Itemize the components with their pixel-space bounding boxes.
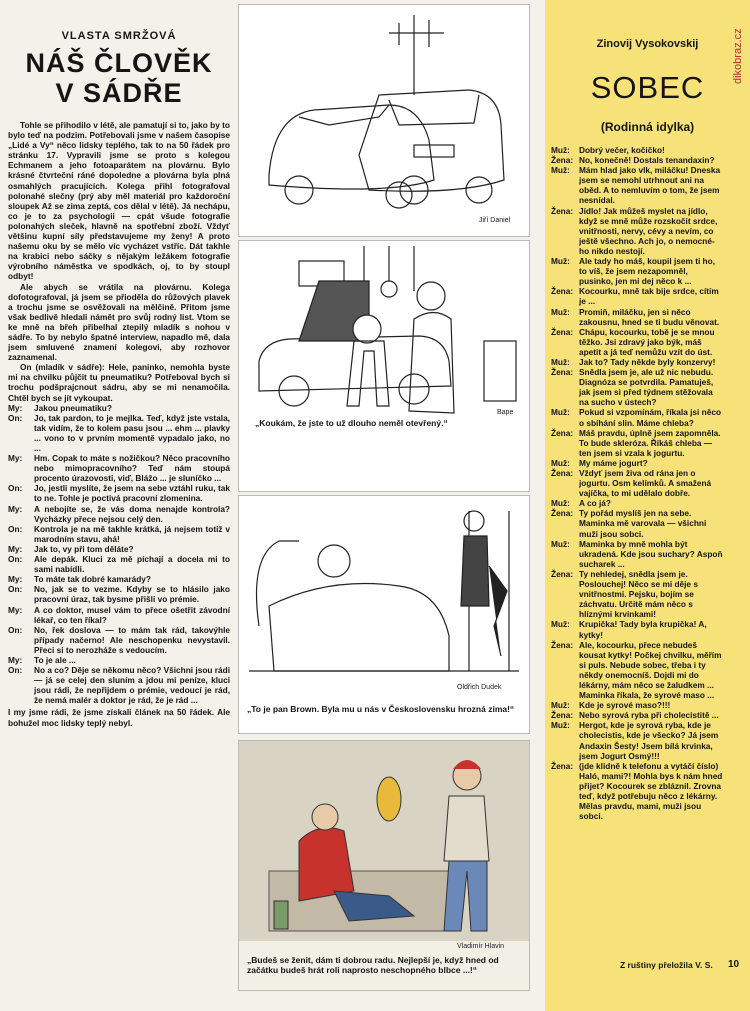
speaker-label: Muž: bbox=[551, 538, 570, 549]
dialogue-line bbox=[8, 403, 230, 413]
speech-text: A co já? bbox=[579, 498, 611, 509]
dialogue-line bbox=[551, 206, 723, 256]
speaker-label: On: bbox=[8, 665, 23, 676]
speaker-label: My: bbox=[8, 604, 23, 615]
dialogue-line bbox=[551, 508, 723, 538]
site-watermark-text: dikobraz.cz bbox=[732, 28, 744, 84]
speaker-label: Žena: bbox=[551, 468, 574, 478]
speaker-label: My: bbox=[8, 574, 23, 585]
cartoon-caption-2: „Koukám, že jste to už dlouho neměl otevřený.“ bbox=[255, 418, 448, 428]
article-author: VLASTA SMRŽOVÁ bbox=[61, 30, 177, 42]
dialogue-line bbox=[551, 145, 723, 155]
speaker-label: On: bbox=[8, 412, 23, 423]
dialogue-line bbox=[551, 407, 723, 427]
speech-text: Ale tady ho máš, koupil jsem ti ho, to víš, že jsem nezapomněl, pusinko, jen mi dej něco k ... bbox=[579, 256, 716, 287]
cartoon-panel-3 bbox=[238, 495, 530, 734]
speech-text: Mám hlad jako vlk, miláčku! Dneska jsem se nemohl utrhnout ani na oběd. A to nemluvím o tom, že jsem nesnídal. bbox=[579, 165, 721, 206]
speaker-label: Žena: bbox=[551, 639, 574, 650]
cartoon-panel-1 bbox=[238, 4, 530, 237]
speech-text: Hm. Copak to máte s nožičkou? Něco pracovního nebo mimopracovního? Teď nám stoupá procento úrazovosti, viď, Blážo ... je sluníčko ... bbox=[34, 453, 230, 484]
dialogue-line bbox=[551, 256, 723, 286]
speech-text: Ty pořád myslíš jen na sebe. Maminka mě varovala — všichni muži jsou sobci. bbox=[579, 508, 707, 539]
speaker-label: Žena: bbox=[551, 367, 574, 378]
speech-text: Nebo syrová ryba při cholecistitě ... bbox=[579, 710, 719, 721]
speaker-label: On: bbox=[8, 624, 23, 635]
speaker-label: Žena: bbox=[551, 326, 574, 337]
cartoon-credit-4: Vladimír Hlavin bbox=[457, 943, 505, 950]
speech-text: Ale depák. Kluci za mě píchají a docela mi to sami nabídli. bbox=[34, 554, 230, 575]
cartoon-credit-2: Bape bbox=[497, 409, 514, 416]
dialogue-line bbox=[551, 640, 723, 701]
speaker-label: Žena: bbox=[551, 508, 574, 519]
site-watermark bbox=[725, 6, 747, 86]
speaker-label: Muž: bbox=[551, 700, 570, 711]
cartoon-bed-illustration bbox=[239, 496, 529, 686]
speaker-label: Muž: bbox=[551, 306, 570, 317]
speaker-label: My: bbox=[8, 543, 23, 554]
speech-text: (jde klidně k telefonu a vytáčí číslo) Haló, mami?! Mohla bys k nám hned přijet? Kocourek se zbláznil. Zrovna teď, když potřebuju něco z lékárny. Mělas pravdu, mami, muži jsou sobci. bbox=[579, 760, 723, 822]
speech-text: Vždyť jsem živa od rána jen o jogurtu. Osm kelímků. A smažená vajíčka, to mi udělalo dobře. bbox=[579, 468, 712, 499]
dialogue-line bbox=[551, 720, 723, 760]
dialogue-line bbox=[551, 498, 723, 508]
dialogue-line bbox=[551, 286, 723, 306]
translator-credit: Z ruštiny přeložila V. S. bbox=[620, 960, 713, 970]
dialogue-line bbox=[551, 155, 723, 165]
speech-text: Promiň, miláčku, jen si něco zakousnu, hned se ti budu věnovat. bbox=[579, 306, 720, 327]
dialogue-line bbox=[8, 554, 230, 574]
speaker-label: Žena: bbox=[551, 205, 574, 216]
sobec-dialogue bbox=[551, 145, 723, 821]
sobec-title: SOBEC bbox=[590, 70, 705, 105]
speech-text: To máte tak dobré kamarády? bbox=[34, 574, 151, 585]
speaker-label: On: bbox=[8, 584, 23, 595]
speaker-label: Žena: bbox=[551, 760, 574, 771]
speech-text: Jakou pneumatiku? bbox=[34, 402, 112, 413]
speaker-label: Muž: bbox=[551, 165, 570, 176]
article-body bbox=[8, 120, 230, 403]
cartoon-caption-4: „Budeš se ženit, dám ti dobrou radu. Nejlepší je, když hned od začátku budeš hrát roli naprosto neschopného blbce ...!“ bbox=[247, 955, 499, 975]
dialogue-line bbox=[8, 504, 230, 524]
speech-text: Krupička! Tady byla krupička! A, kytky! bbox=[579, 619, 707, 640]
dialogue-line bbox=[551, 458, 723, 468]
article-nas-clovek bbox=[8, 22, 230, 1002]
speech-text: Jídlo! Jak můžeš myslet na jídlo, když se mně může rozskočit srdce, vnitřnosti, nervy, cévy a nevím, co ještě všechno. Ach jo, o nemocné-ho nikdo nestojí. bbox=[579, 205, 718, 256]
dialogue-line bbox=[551, 569, 723, 619]
speaker-label: On: bbox=[8, 523, 23, 534]
speech-text: No a co? Děje se někomu něco? Všichni jsou rádi — já se celej den sluním a jdou mi peníze, kluci jsou rádi, že nepřijdem o prémie, vedoucí je rád, že nemá malér a doktor je rád, že je rád ... bbox=[34, 665, 230, 706]
speaker-label: Muž: bbox=[551, 720, 570, 731]
dialogue-line bbox=[551, 700, 723, 710]
speech-text: My máme jogurt? bbox=[579, 457, 648, 468]
cartoon-cars-illustration bbox=[239, 5, 529, 236]
cartoon-column bbox=[238, 0, 530, 1011]
speaker-label: My: bbox=[8, 402, 23, 413]
speech-text: Kde je syrové maso?!!! bbox=[579, 700, 671, 711]
paragraph-2: Ale abych se vrátila na plovárnu. Kolega dofotografoval, já jsem se přioděla do růžových plavek a trochu jsme se osvěžovali na mělčině. Přitom jsme však bedlivě hledali námět pro svůj rodný list. Vtom se ke mně na břeh přibelhal ztepilý mladík s nohou v sádře. To by nebylo špatné interview, napadlo mě, dala jsem smluvené znamení kolegovi, aby rozhovor zaznamenal. bbox=[8, 281, 230, 363]
dialogue-line bbox=[551, 710, 723, 720]
dialogue-line bbox=[8, 625, 230, 655]
speech-text: Hergot, kde je syrová ryba, kde je cholecistis, kde je všecko? Já jsem Andaxin Šesty! Jsem bílá krvinka, jsem Jogurt Osmý!!! bbox=[579, 720, 719, 761]
headline-line-2: V SÁDŘE bbox=[55, 78, 183, 108]
headline-line-1: NÁŠ ČLOVĚK bbox=[25, 48, 213, 78]
speaker-label: My: bbox=[8, 453, 23, 464]
dialogue-line bbox=[551, 357, 723, 367]
dialogue-line bbox=[8, 655, 230, 665]
cartoon-panel-2 bbox=[238, 240, 530, 492]
speaker-label: Žena: bbox=[551, 568, 574, 579]
dialogue-line bbox=[8, 544, 230, 554]
cartoon-panel-4 bbox=[238, 740, 530, 991]
speech-text: No, řek doslova — to mám tak rád, takovýhle případy načerno! Ale neschopenku nevystavil. Přeci si to nerozháže s vedoucím. bbox=[34, 624, 230, 655]
paragraph-1: Tohle se přihodilo v létě, ale pamatují si to, jako by to bylo teď na podzim. Potřebovali jsme v našem časopise „Lidé a Vy“ něco lidsky teplého, tak to na 50 řádek pro stránku 17. Vypravili jsme se proto s kolegou Echmanem a jeho fotoaparátem na plovárnu. Bylo krásné čtvrteční ráné dopoledne a plovárna byla plná osmahlých pracujících. Kolega přihl fotografoval polonahé slečny (prý aby měl materiál pro každoroční sloupek Až se zima zeptá, cos dělal v létě). Já nechápu, co je to za psychologii — cpát všude fotografie polonahých sleček, hlavně na spotřební zboží. Vždyť většinu kupní síly představujeme my ženy! A proto našemu oku by se mělo víc vycházet vstříc. Dát takhle na krabici nebo sáčky s nějakým ležákem fotografie výrobního náměstka ve spodkách, oj, to by stoupl odbyt! bbox=[8, 120, 230, 282]
cartoon-advice-illustration bbox=[239, 741, 529, 941]
speech-text: Jo, tak pardon, to je mejlka. Teď, když jste vstala, tak vidím, že to kolem pasu jsou ... ehm ... plavky ... vono to v prvním momentě vypadalo jako, no ... bbox=[34, 412, 230, 453]
cartoon-credit-1: Jiří Daniel bbox=[479, 217, 511, 224]
speaker-label: Muž: bbox=[551, 498, 570, 509]
paragraph-3: On (mladík v sádře): Hele, paninko, nemohla byste mi na chvilku půjčit tu pneumatiku? Potřeboval bych si trochu podšprajcnout sádru, aby se mi nenamočila. Chtěl bych se jít vykoupat. bbox=[8, 362, 230, 403]
sobec-author: Zinovij Vysokovskij bbox=[596, 38, 699, 50]
speaker-label: On: bbox=[8, 483, 23, 494]
dialogue-line bbox=[8, 413, 230, 453]
dialogue-line bbox=[551, 428, 723, 458]
speech-text: Snědla jsem je, ale už nic nebudu. Diagnóza se potvrdila. Pamatuješ, jak jsem si před týdnem stěžovala na sucho v ústech? bbox=[579, 367, 714, 408]
speaker-label: Muž: bbox=[551, 256, 570, 267]
speech-text: Jak to, vy při tom děláte? bbox=[34, 543, 134, 554]
speech-text: Kontrola je na mě takhle krátká, já nejsem totiž v marodním stavu, ahá! bbox=[34, 523, 230, 544]
speech-text: Máš pravdu, úplně jsem zapomněla. To bude skleróza. Říkáš chleba — ten jsem si vzala k jogurtu. bbox=[579, 427, 721, 458]
dialogue-line bbox=[8, 584, 230, 604]
speaker-label: Muž: bbox=[551, 619, 570, 630]
speaker-label: My: bbox=[8, 654, 23, 665]
speech-text: A nebojíte se, že vás doma nenajde kontrola? Vycházky přece nejsou celý den. bbox=[34, 503, 230, 524]
dialogue-line bbox=[551, 539, 723, 569]
article-closing: I my jsme rádi, že jsme získali článek na 50 řádek. Ale bohužel moc lidsky teplý nebyl. bbox=[8, 707, 230, 728]
dialogue-line bbox=[8, 574, 230, 584]
page-number: 10 bbox=[728, 959, 740, 970]
speech-text: Maminka by mně mohla být ukradená. Kde jsou suchary? Aspoň sucharek ... bbox=[579, 538, 723, 569]
dialogue-line bbox=[551, 619, 723, 639]
speech-text: Kocourku, mně tak bije srdce, cítím je ... bbox=[579, 286, 719, 307]
speaker-label: My: bbox=[8, 503, 23, 514]
article-sobec bbox=[545, 0, 750, 1011]
dialogue-line bbox=[551, 468, 723, 498]
speech-text: Dobrý večer, kočičko! bbox=[579, 145, 665, 155]
dialogue-line bbox=[8, 665, 230, 705]
left-dialogue bbox=[8, 403, 230, 706]
speech-text: To je ale ... bbox=[34, 654, 76, 665]
speaker-label: On: bbox=[8, 554, 23, 565]
dialogue-line bbox=[551, 327, 723, 357]
cartoon-credit-3: Oldřich Dudek bbox=[457, 684, 502, 691]
speech-text: Ty nehledej, snědla jsem je. Poslouchej! Něco se mi děje s vnitřnostmi. Pejsku, bojím se záchvatu. Určitě mám něco s hlíznými krvinkami! bbox=[579, 568, 698, 620]
speech-text: Chápu, kocourku, tobě je se mnou těžko. Jsi zdravý jako býk, máš apetit a já teď nemůžu vzít do úst. bbox=[579, 326, 715, 357]
dialogue-line bbox=[551, 761, 723, 822]
speech-text: Jak to? Tady někde byly konzervy! bbox=[579, 356, 716, 367]
speaker-label: Muž: bbox=[551, 145, 570, 155]
dialogue-line bbox=[551, 307, 723, 327]
dialogue-line bbox=[551, 165, 723, 205]
speech-text: No, konečně! Dostals tenandaxin? bbox=[579, 155, 715, 166]
dialogue-line bbox=[8, 453, 230, 483]
speaker-label: Žena: bbox=[551, 427, 574, 438]
dialogue-line bbox=[8, 483, 230, 503]
sobec-subtitle: (Rodinná idylka) bbox=[600, 120, 695, 134]
speaker-label: Muž: bbox=[551, 356, 570, 367]
speech-text: Jo, jestli myslíte, že jsem na sebe vztáhl ruku, tak to ne. Tohle je poctivá pracovní zlomenina. bbox=[34, 483, 230, 504]
speech-text: A co doktor, musel vám to přece ošetřit závodní lékař, co ten říkal? bbox=[34, 604, 230, 625]
speaker-label: Muž: bbox=[551, 457, 570, 468]
dialogue-line bbox=[551, 367, 723, 407]
speaker-label: Muž: bbox=[551, 407, 570, 418]
speaker-label: Žena: bbox=[551, 710, 574, 721]
speech-text: Ale, kocourku, přece nebudeš kousat kytky! Počkej chvilku, měřím si puls. Nebude sobec, třeba i ty někdy onemocníš. Dojdi mi do lékárny, mám něco se žaludkem ... Maminka říkala, že syrové maso ... bbox=[579, 639, 722, 701]
dialogue-line bbox=[8, 524, 230, 544]
dialogue-line bbox=[8, 605, 230, 625]
article-headline bbox=[8, 48, 230, 108]
cartoon-caption-3: „To je pan Brown. Byla mu u nás v Československu hrozná zima!“ bbox=[247, 704, 515, 714]
speaker-label: Žena: bbox=[551, 155, 574, 166]
speech-text: Pokud si vzpomínám, říkala jsi něco o sbíhání slin. Máme chleba? bbox=[579, 407, 722, 428]
speech-text: No, jak se to vezme. Kdyby se to hlásilo jako pracovní úraz, tak bysme přišli vo prémie. bbox=[34, 584, 230, 605]
speaker-label: Žena: bbox=[551, 286, 574, 297]
